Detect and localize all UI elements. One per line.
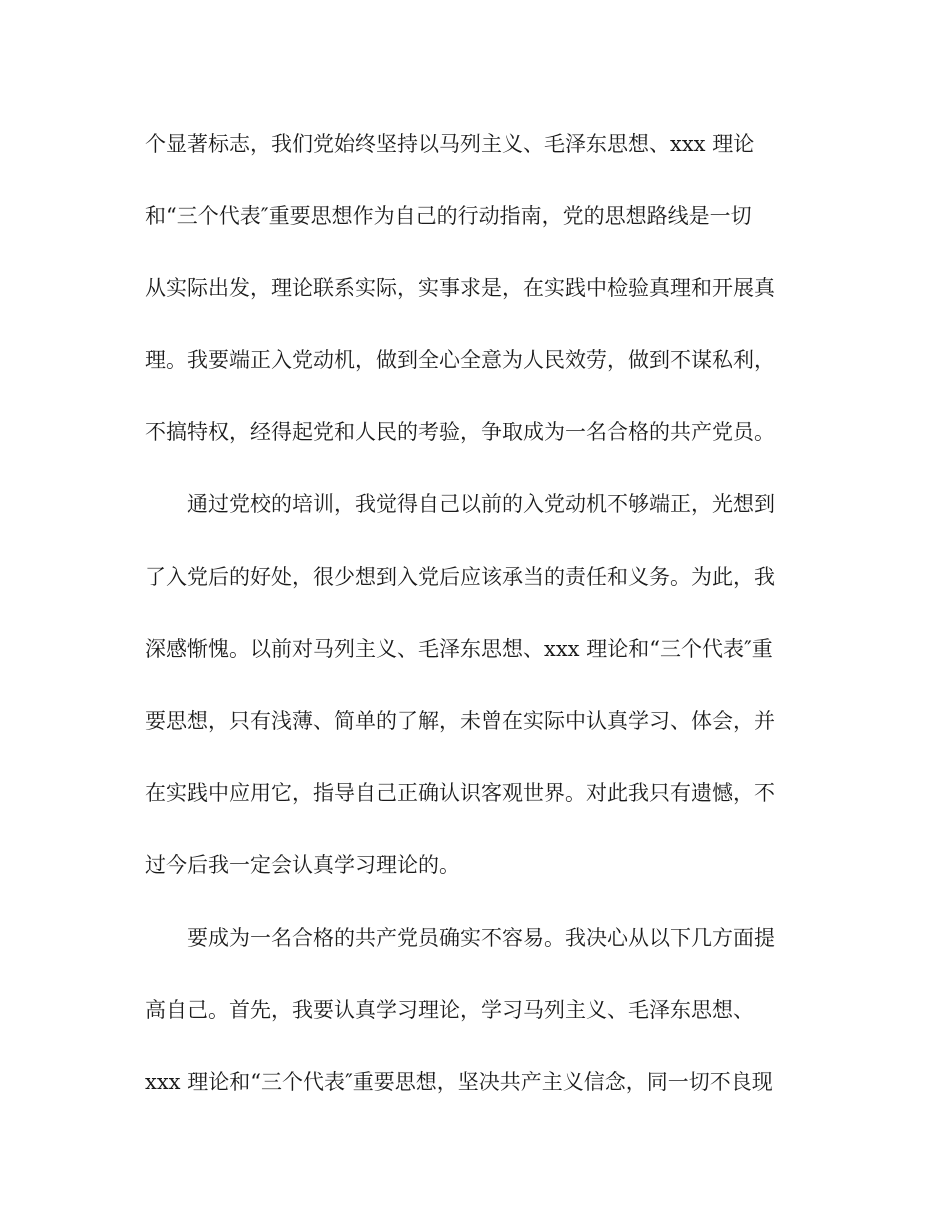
text-line: 和“三个代表″重要思想作为自己的行动指南，党的思想路线是一切 — [145, 204, 752, 228]
paragraph-first-line: 要成为一名合格的共产党员确实不容易。我决心从以下几方面提 — [187, 926, 775, 950]
text-line: xxx 理论和“三个代表″重要思想，坚决共产主义信念，同一切不良现 — [145, 1070, 773, 1094]
text-line: 高自己。首先，我要认真学习理论，学习马列主义、毛泽东思想、 — [145, 998, 754, 1022]
text-line: 过今后我一定会认真学习理论的。 — [145, 853, 460, 877]
text-line: 了入党后的好处，很少想到入党后应该承当的责任和义务。为此，我 — [145, 565, 775, 589]
text-line: 深感惭愧。以前对马列主义、毛泽东思想、xxx 理论和“三个代表″重 — [145, 637, 773, 661]
text-line: 不搞特权，经得起党和人民的考验，争取成为一名合格的共产党员。 — [145, 420, 775, 444]
text-line: 从实际出发，理论联系实际，实事求是，在实践中检验真理和开展真 — [145, 276, 775, 300]
paragraph-first-line: 通过党校的培训，我觉得自己以前的入党动机不够端正，光想到 — [187, 492, 775, 516]
text-line: 在实践中应用它，指导自己正确认识客观世界。对此我只有遗憾，不 — [145, 781, 775, 805]
text-line: 理。我要端正入党动机，做到全心全意为人民效劳，做到不谋私利， — [145, 348, 775, 372]
text-line: 要思想，只有浅薄、简单的了解，未曾在实际中认真学习、体会，并 — [145, 709, 775, 733]
text-line: 个显著标志，我们党始终坚持以马列主义、毛泽东思想、xxx 理论 — [145, 132, 755, 156]
